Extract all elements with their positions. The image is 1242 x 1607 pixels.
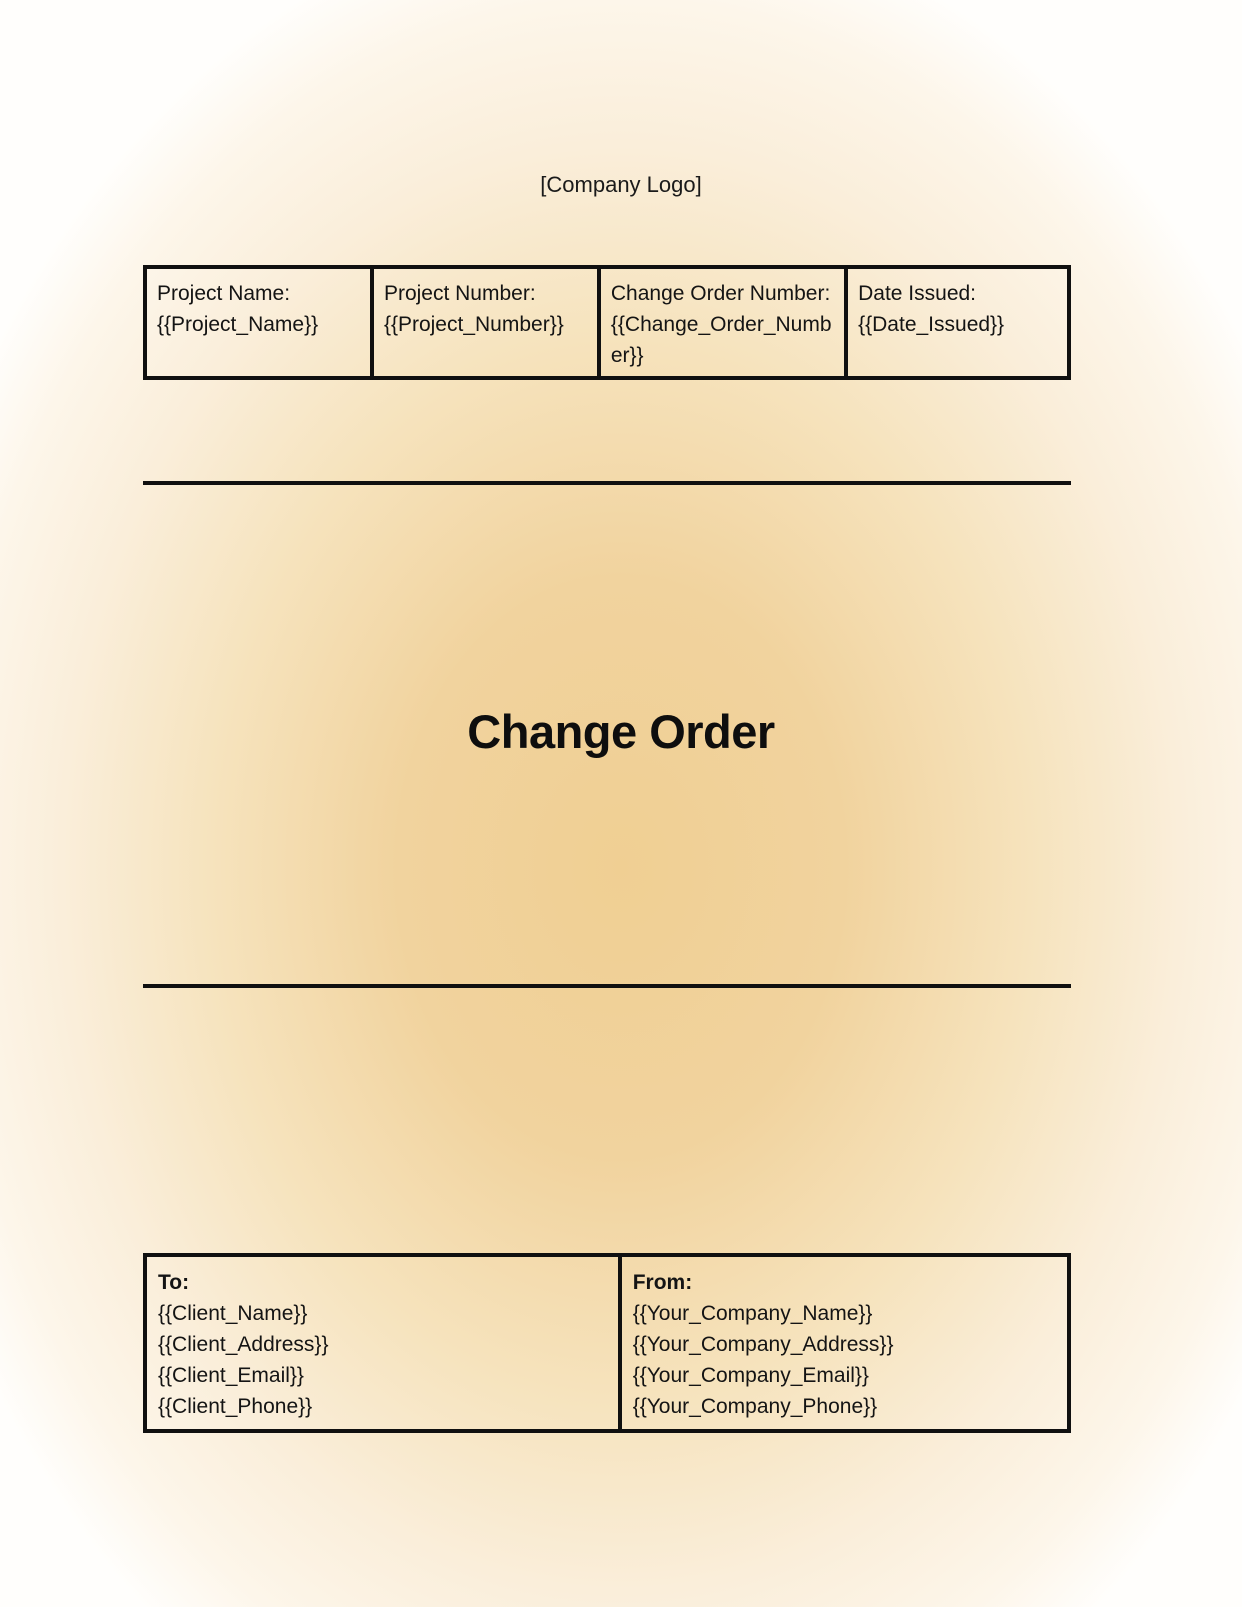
project-name-label: Project Name:	[157, 282, 291, 305]
client-email: {{Client_Email}}	[158, 1364, 304, 1387]
from-heading: From:	[632, 1271, 693, 1294]
parties-table	[143, 1253, 1071, 1433]
client-address: {{Client_Address}}	[158, 1333, 329, 1356]
to-heading: To:	[158, 1271, 190, 1294]
from-cell	[618, 1257, 1067, 1429]
your-company-address: {{Your_Company_Address}}	[632, 1333, 894, 1356]
change-order-number-value: {{Change_Order_Number}}	[610, 313, 832, 367]
to-cell	[147, 1257, 618, 1429]
change-order-number-label: Change Order Number:	[610, 282, 831, 305]
date-issued-label: Date Issued:	[858, 282, 977, 305]
project-name-value: {{Project_Name}}	[157, 313, 319, 336]
client-phone: {{Client_Phone}}	[158, 1395, 313, 1418]
divider-line-bottom	[143, 984, 1071, 988]
project-number-label: Project Number:	[383, 282, 536, 305]
date-issued-value: {{Date_Issued}}	[858, 313, 1005, 336]
divider-line-top	[143, 481, 1071, 485]
project-number-value: {{Project_Number}}	[383, 313, 564, 336]
your-company-email: {{Your_Company_Email}}	[632, 1364, 869, 1387]
change-order-number-cell	[597, 269, 844, 376]
date-issued-cell	[844, 269, 1067, 376]
project-name-cell	[147, 269, 370, 376]
client-name: {{Client_Name}}	[158, 1302, 308, 1325]
your-company-name: {{Your_Company_Name}}	[632, 1302, 873, 1325]
project-number-cell	[370, 269, 597, 376]
project-info-table	[143, 265, 1071, 380]
company-logo-placeholder: [Company Logo]	[540, 172, 702, 197]
your-company-phone: {{Your_Company_Phone}}	[632, 1395, 878, 1418]
document-title: Change Order	[467, 705, 775, 758]
